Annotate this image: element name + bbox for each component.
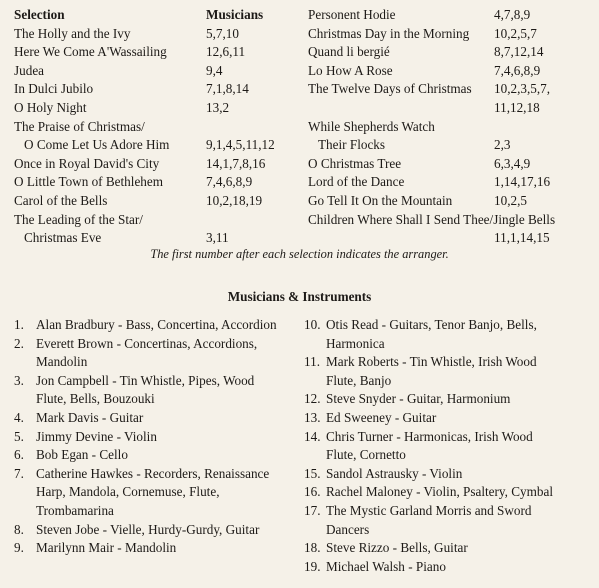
selection-musician-numbers: 10,2,3,5,7, [494, 81, 551, 97]
selection-musician-numbers: 11,1,14,15 [494, 230, 550, 246]
selection-musician-numbers: 8,7,12,14 [494, 44, 544, 60]
selection-musician-numbers: 10,2,5,7 [494, 25, 537, 41]
selection-title: The Leading of the Star/ [14, 211, 143, 227]
selection-musician-numbers: 1,14,17,16 [494, 174, 551, 190]
musicians-column-right [304, 316, 594, 576]
musician-entry [304, 428, 594, 465]
musician-text: Jimmy Devine - Violin [36, 428, 157, 444]
selection-musician-numbers: 12,6,11 [206, 44, 246, 60]
selection-row [308, 173, 593, 192]
selection-row [308, 6, 593, 25]
selection-column-right [308, 6, 593, 248]
selection-musician-numbers: 9,4 [206, 62, 223, 78]
selection-row [14, 136, 299, 155]
musician-text: Otis Read - Guitars, Tenor Banjo, Bells, [326, 317, 537, 332]
musician-text: Dancers [326, 521, 370, 537]
selection-row [14, 211, 299, 230]
musician-entry [304, 502, 594, 539]
musician-entry [14, 372, 299, 409]
musician-text: Mandolin [36, 354, 88, 370]
selection-header: Selection [14, 7, 65, 22]
musician-text: Steve Rizzo - Bells, Guitar [326, 540, 468, 556]
selection-row [14, 173, 299, 192]
musician-text: Steven Jobe - Vielle, Hurdy-Gurdy, Guitar [36, 521, 260, 537]
instruments-heading: Musicians & Instruments [227, 289, 372, 304]
selection-row [14, 155, 299, 174]
musician-text: Harmonica [326, 335, 385, 351]
musician-text: Rachel Maloney - Violin, Psaltery, Cymbal [326, 484, 554, 500]
arranger-note: The first number after each selection indicates the arranger. [150, 247, 449, 261]
musician-number: 7. [14, 465, 24, 481]
musician-text: Trombamarina [36, 502, 114, 518]
musicians-column-left [14, 316, 299, 558]
selection-title: O Holy Night [14, 99, 87, 115]
musician-number: 4. [14, 409, 24, 425]
musician-text: Flute, Bells, Bouzouki [36, 391, 155, 407]
selection-row [308, 43, 593, 62]
selection-title: Lo How A Rose [308, 62, 393, 78]
musician-number: 19. [304, 558, 321, 574]
selection-row [308, 136, 593, 155]
selection-title: The Twelve Days of Christmas [308, 81, 472, 97]
selection-row [14, 192, 299, 211]
musician-text: Flute, Banjo [326, 372, 392, 388]
musician-text: Marilynn Mair - Mandolin [36, 540, 177, 556]
musician-entry [304, 316, 594, 353]
musician-entry [304, 539, 594, 558]
selection-musician-numbers: 6,3,4,9 [494, 155, 531, 171]
selection-row [14, 25, 299, 44]
selection-musician-numbers: 14,1,7,8,16 [206, 155, 266, 171]
selection-title: While Shepherds Watch [308, 118, 435, 134]
musician-text: The Mystic Garland Morris and Sword [326, 502, 532, 518]
selection-title: In Dulci Jubilo [14, 81, 94, 97]
musician-text: Mark Roberts - Tin Whistle, Irish Wood [326, 354, 537, 370]
selection-musician-numbers: 2,3 [494, 137, 511, 153]
musician-entry [304, 465, 594, 484]
selection-musician-numbers: 7,4,6,8,9 [494, 62, 541, 78]
musician-text: Alan Bradbury - Bass, Concertina, Accordion [36, 317, 277, 332]
selection-row [308, 80, 593, 99]
selection-title: Personent Hodie [308, 7, 396, 22]
selection-musician-numbers: 5,7,10 [206, 25, 239, 41]
musician-entry [14, 428, 299, 447]
musician-text: Harp, Mandola, Cornemuse, Flute, [36, 484, 220, 500]
musician-entry [304, 353, 594, 390]
selection-musician-numbers: 4,7,8,9 [494, 7, 531, 22]
musician-number: 8. [14, 521, 24, 537]
musician-entry [14, 409, 299, 428]
selection-musician-numbers: 7,4,6,8,9 [206, 174, 253, 190]
selection-title: Their Flocks [318, 137, 386, 153]
musicians-header: Musicians [206, 7, 264, 22]
musician-text: Catherine Hawkes - Recorders, Renaissance [36, 465, 270, 481]
selection-row [308, 25, 593, 44]
musician-number: 5. [14, 428, 24, 444]
musician-number: 17. [304, 502, 321, 518]
musician-number: 9. [14, 540, 24, 556]
selection-title: Children Where Shall I Send Thee/Jingle Bells [308, 211, 556, 227]
selection-title: The Holly and the Ivy [14, 25, 131, 41]
musician-number: 1. [14, 317, 24, 332]
selection-row [308, 155, 593, 174]
musician-number: 11. [304, 354, 320, 370]
musician-text: Chris Turner - Harmonicas, Irish Wood [326, 428, 533, 444]
selection-row [14, 99, 299, 118]
musician-entry [14, 539, 299, 558]
musician-entry [14, 465, 299, 521]
selection-title: Judea [14, 62, 45, 78]
selection-row [14, 43, 299, 62]
musician-entry [14, 335, 299, 372]
selection-row [308, 192, 593, 211]
musician-text: Everett Brown - Concertinas, Accordions, [36, 335, 258, 351]
musician-entry [304, 390, 594, 409]
selection-row [308, 211, 593, 230]
musician-number: 15. [304, 465, 321, 481]
musician-entry [14, 316, 299, 335]
selection-title: O Christmas Tree [308, 155, 402, 171]
musician-text: Sandol Astrausky - Violin [326, 465, 463, 481]
musician-entry [304, 483, 594, 502]
selection-title: Christmas Eve [24, 230, 102, 246]
selection-row [308, 118, 593, 137]
selection-musician-numbers: 3,11 [206, 230, 229, 246]
musician-number: 16. [304, 484, 321, 500]
selection-musician-numbers: 13,2 [206, 99, 230, 115]
musician-entry [14, 446, 299, 465]
selection-row [14, 80, 299, 99]
musician-entry [304, 409, 594, 428]
selection-row [308, 62, 593, 81]
selection-title: Lord of the Dance [308, 174, 405, 190]
musician-text: Michael Walsh - Piano [326, 558, 446, 574]
musician-text: Steve Snyder - Guitar, Harmonium [326, 391, 511, 407]
musician-number: 13. [304, 409, 321, 425]
selection-musician-numbers: 11,12,18 [494, 99, 540, 115]
selection-row [14, 62, 299, 81]
selection-title: Go Tell It On the Mountain [308, 192, 453, 208]
musician-entry [304, 558, 594, 577]
musician-text: Flute, Cornetto [326, 447, 406, 463]
musician-number: 6. [14, 447, 24, 463]
selection-musician-numbers: 9,1,4,5,11,12 [206, 137, 275, 153]
selection-title: Here We Come A'Wassailing [14, 44, 167, 60]
musician-text: Ed Sweeney - Guitar [326, 409, 437, 425]
selection-title: O Little Town of Bethlehem [14, 174, 163, 190]
musician-text: Mark Davis - Guitar [36, 409, 144, 425]
selection-row [308, 99, 593, 118]
musician-number: 14. [304, 428, 321, 444]
selection-title: Carol of the Bells [14, 192, 108, 208]
selection-title: Christmas Day in the Morning [308, 25, 470, 41]
selection-title: The Praise of Christmas/ [14, 118, 145, 134]
musician-text: Bob Egan - Cello [36, 447, 128, 463]
selection-title: O Come Let Us Adore Him [24, 137, 170, 153]
selection-musician-numbers: 10,2,18,19 [206, 192, 263, 208]
musician-text: Jon Campbell - Tin Whistle, Pipes, Wood [36, 372, 255, 388]
selection-musician-numbers: 10,2,5 [494, 192, 527, 208]
selection-column-left [14, 6, 299, 248]
musician-entry [14, 521, 299, 540]
selection-header-row [14, 6, 299, 25]
selection-musician-numbers: 7,1,8,14 [206, 81, 249, 97]
musician-number: 18. [304, 540, 321, 556]
selection-title: Once in Royal David's City [14, 155, 160, 171]
musician-number: 3. [14, 372, 24, 388]
selection-title: Quand li bergié [308, 44, 390, 60]
musician-number: 12. [304, 391, 321, 407]
selection-row [14, 118, 299, 137]
musician-number: 10. [304, 317, 321, 332]
musician-number: 2. [14, 335, 24, 351]
